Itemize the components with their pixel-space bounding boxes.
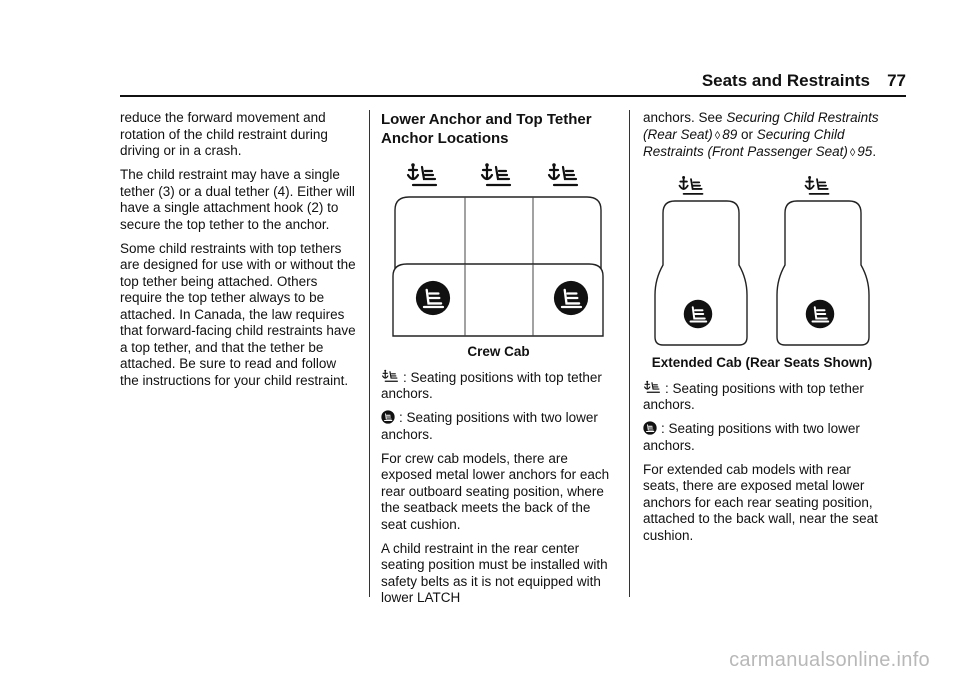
column-left xyxy=(120,110,358,397)
paragraph: reduce the forward movement and rotation of the child restraint during driving or in a crash. xyxy=(120,110,328,158)
lower-anchor-icon xyxy=(806,300,835,329)
lower-legend: : Seating positions with two lower anchors. xyxy=(643,421,860,453)
column-middle xyxy=(381,110,616,614)
paragraph: For crew cab models, there are exposed metal lower anchors for each rear outboard seating position, where the seatback meets the back of the seat cushion. xyxy=(381,450,610,532)
lower-anchor-heading: Lower Anchor and Top Tether Anchor Locations xyxy=(381,111,592,147)
column-divider xyxy=(369,110,370,597)
tether-legend: : Seating positions with top tether anchors. xyxy=(643,380,864,412)
lower-legend: : Seating positions with two lower anchors. xyxy=(381,410,598,442)
seatback xyxy=(395,197,601,270)
tether-anchor-icon xyxy=(381,369,399,384)
lower-anchor-icon xyxy=(554,281,588,315)
cross-reference-paragraph: anchors. See Securing Child Restraints (Rear Seat) ◊ 89 or Securing Child Restraints (Front Passenger Seat) ◊ 95. xyxy=(643,110,879,159)
tether-anchor-icon xyxy=(549,163,577,185)
tether-legend: : Seating positions with top tether anchors. xyxy=(381,369,602,401)
crew-cab-seat-diagram xyxy=(381,158,611,338)
tether-anchor-icon xyxy=(408,163,436,185)
figure-caption: Extended Cab (Rear Seats Shown) xyxy=(651,355,873,370)
paragraph: The child restraint may have a single tether (3) or a dual tether (4). Either will have a single attachment hook (2) to secure the top tether to the anchor. xyxy=(120,167,355,232)
page-ref-icon: ◊ xyxy=(849,147,856,159)
page-reference[interactable]: 89 xyxy=(722,126,738,142)
page-number: 77 xyxy=(887,71,906,90)
figure-caption: Crew Cab xyxy=(467,344,530,359)
lower-anchor-icon xyxy=(416,281,450,315)
paragraph: Some child restraints with top tethers are designed for use with or without the top tether being attached. Others require the top tether always to be attached. In Canada, the law requires that forward-facing child restraints have a top tether, and that the tether be attached. Be sure to read and follow the instructions for your child restraint. xyxy=(120,240,356,388)
cross-reference-link[interactable]: Securing Child Restraints (Front Passenger Seat) xyxy=(643,126,848,159)
lower-anchor-icon xyxy=(684,300,713,329)
paragraph: For extended cab models with rear seats, there are exposed metal lower anchors for each rear seating position, attached to the back wall, near the seat cushion. xyxy=(643,461,878,543)
page-ref-icon: ◊ xyxy=(714,129,721,142)
paragraph: A child restraint in the rear center seating position must be installed with safety belts as it is not equipped with lower LATCH xyxy=(381,540,608,605)
column-divider xyxy=(629,110,630,597)
column-right xyxy=(643,110,881,552)
tether-anchor-icon xyxy=(680,176,703,194)
header-rule xyxy=(120,95,906,97)
lower-anchor-icon xyxy=(643,421,657,435)
cross-reference-link[interactable]: Securing Child Restraints (Rear Seat) xyxy=(643,110,879,142)
tether-anchor-icon xyxy=(643,380,661,395)
watermark: carmanualsonline.info xyxy=(729,649,930,671)
tether-anchor-icon xyxy=(482,163,510,185)
lower-anchor-icon xyxy=(381,410,395,424)
extended-cab-seat-diagram xyxy=(643,169,881,349)
page-reference[interactable]: 95 xyxy=(857,144,873,159)
tether-anchor-icon xyxy=(806,176,829,194)
section-title: Seats and Restraints xyxy=(701,71,870,90)
